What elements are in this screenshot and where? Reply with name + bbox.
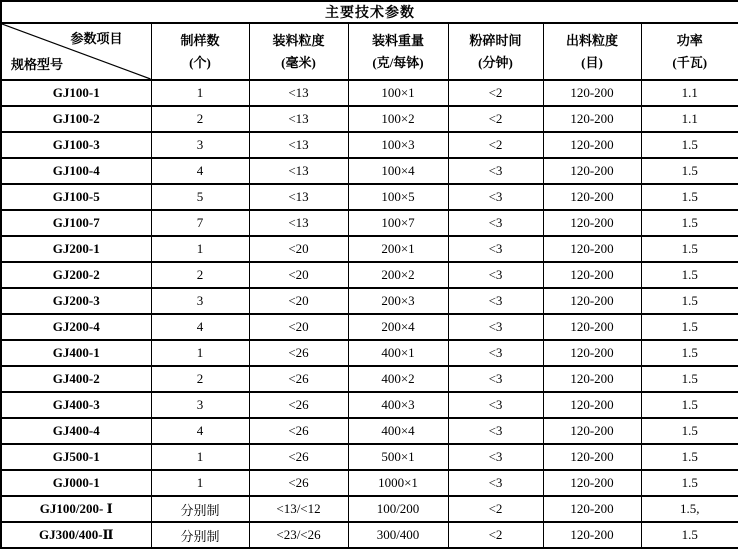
model-cell: GJ400-4 [1,418,151,444]
column-header-unit: (毫米) [281,55,316,70]
value-cell: <3 [448,444,543,470]
table-row [1,288,738,314]
value-cell: 2 [151,366,249,392]
column-header-title: 装料粒度 [272,33,325,48]
value-cell: 1.1 [641,80,738,106]
value-cell: <13 [249,132,348,158]
value-cell: 100×2 [348,106,448,132]
table-row [1,314,738,340]
table-row [1,262,738,288]
corner-label-parameter: 参数项目 [70,31,123,46]
value-cell: 1.1 [641,106,738,132]
value-cell: 4 [151,418,249,444]
value-cell: 1.5 [641,340,738,366]
value-cell: <13 [249,210,348,236]
column-header-feed-size [249,23,348,80]
value-cell: <13 [249,80,348,106]
column-header-title: 装料重量 [371,33,424,48]
value-cell: 1.5 [641,288,738,314]
value-cell: <3 [448,418,543,444]
value-cell: <26 [249,418,348,444]
value-cell: <26 [249,444,348,470]
value-cell: 100×3 [348,132,448,158]
column-header-unit: (个) [189,55,211,70]
column-header-crush-time [448,23,543,80]
value-cell: <13 [249,184,348,210]
column-header-title: 粉碎时间 [469,33,522,48]
value-cell: 100×7 [348,210,448,236]
value-cell: <3 [448,158,543,184]
value-cell: <20 [249,288,348,314]
value-cell: 100×4 [348,158,448,184]
value-cell: 120-200 [543,106,641,132]
model-cell: GJ100-7 [1,210,151,236]
model-cell: GJ100-2 [1,106,151,132]
value-cell: 400×1 [348,340,448,366]
column-header-power [641,23,738,80]
table-row [1,132,738,158]
value-cell: 1000×1 [348,470,448,496]
model-cell: GJ100/200- Ⅰ [1,496,151,522]
value-cell: 1 [151,236,249,262]
value-cell: 1.5 [641,210,738,236]
value-cell: 1 [151,80,249,106]
value-cell: 200×4 [348,314,448,340]
value-cell: 1.5 [641,314,738,340]
value-cell: <3 [448,236,543,262]
table-body [1,80,738,548]
table-row [1,158,738,184]
value-cell: 3 [151,392,249,418]
table-row [1,418,738,444]
table-row [1,106,738,132]
value-cell: <2 [448,80,543,106]
value-cell: 1.5 [641,262,738,288]
value-cell: 300/400 [348,522,448,548]
value-cell: 120-200 [543,418,641,444]
value-cell: 120-200 [543,470,641,496]
value-cell: <20 [249,314,348,340]
value-cell: <2 [448,522,543,548]
value-cell: 120-200 [543,80,641,106]
model-cell: GJ100-3 [1,132,151,158]
corner-header-cell [1,23,151,80]
value-cell: 120-200 [543,444,641,470]
table-row [1,210,738,236]
column-header-unit: (分钟) [478,55,513,70]
value-cell: 120-200 [543,496,641,522]
table-row [1,80,738,106]
value-cell: 120-200 [543,288,641,314]
value-cell: <2 [448,132,543,158]
value-cell: 120-200 [543,392,641,418]
value-cell: 2 [151,106,249,132]
value-cell: 1 [151,340,249,366]
value-cell: 1.5 [641,132,738,158]
header-row [1,23,738,80]
model-cell: GJ200-1 [1,236,151,262]
value-cell: <3 [448,210,543,236]
table-row [1,522,738,548]
value-cell: <20 [249,236,348,262]
value-cell: <3 [448,340,543,366]
model-cell: GJ400-3 [1,392,151,418]
value-cell: <23/<26 [249,522,348,548]
table-row [1,366,738,392]
column-header-unit: (千瓦) [672,55,708,70]
model-cell: GJ100-1 [1,80,151,106]
table-row [1,340,738,366]
table-row [1,444,738,470]
column-header-title: 出料粒度 [565,33,618,48]
column-header-title: 功率 [676,33,703,48]
table-row [1,236,738,262]
table-row [1,184,738,210]
model-cell: GJ400-1 [1,340,151,366]
value-cell: <3 [448,366,543,392]
value-cell: 5 [151,184,249,210]
value-cell: 400×2 [348,366,448,392]
model-cell: GJ400-2 [1,366,151,392]
value-cell: <13 [249,106,348,132]
value-cell: <3 [448,470,543,496]
table-row [1,496,738,522]
value-cell: <26 [249,470,348,496]
value-cell: 200×2 [348,262,448,288]
value-cell: 1.5 [641,236,738,262]
value-cell: <3 [448,392,543,418]
model-cell: GJ300/400-Ⅱ [1,522,151,548]
value-cell: 1.5 [641,522,738,548]
model-cell: GJ200-2 [1,262,151,288]
value-cell: 1.5, [641,496,738,522]
value-cell: 500×1 [348,444,448,470]
model-cell: GJ100-4 [1,158,151,184]
value-cell: 1 [151,470,249,496]
value-cell: 120-200 [543,262,641,288]
value-cell: <2 [448,496,543,522]
value-cell: 100/200 [348,496,448,522]
value-cell: 4 [151,314,249,340]
value-cell: 3 [151,132,249,158]
value-cell: 分别制 [151,522,249,548]
value-cell: 1.5 [641,366,738,392]
value-cell: 1.5 [641,392,738,418]
value-cell: 200×1 [348,236,448,262]
value-cell: 120-200 [543,366,641,392]
value-cell: <26 [249,340,348,366]
value-cell: 1.5 [641,158,738,184]
model-cell: GJ200-4 [1,314,151,340]
value-cell: 1.5 [641,418,738,444]
value-cell: 7 [151,210,249,236]
value-cell: <26 [249,392,348,418]
value-cell: <13 [249,158,348,184]
value-cell: 1.5 [641,184,738,210]
value-cell: 1.5 [641,444,738,470]
value-cell: 120-200 [543,314,641,340]
title-row [1,1,738,23]
model-cell: GJ500-1 [1,444,151,470]
value-cell: <3 [448,288,543,314]
table-row [1,392,738,418]
value-cell: 120-200 [543,158,641,184]
value-cell: <20 [249,262,348,288]
column-header-unit: (目) [581,55,603,70]
value-cell: <13/<12 [249,496,348,522]
column-header-unit: (克/每钵) [372,55,424,70]
value-cell: 1 [151,444,249,470]
model-cell: GJ000-1 [1,470,151,496]
value-cell: 100×5 [348,184,448,210]
column-header-sample-count [151,23,249,80]
corner-label-model: 规格型号 [11,57,64,72]
value-cell: 100×1 [348,80,448,106]
table-title: 主要技术参数 [1,1,738,23]
value-cell: 400×4 [348,418,448,444]
value-cell: 4 [151,158,249,184]
model-cell: GJ100-5 [1,184,151,210]
value-cell: 2 [151,262,249,288]
value-cell: 分别制 [151,496,249,522]
value-cell: 120-200 [543,340,641,366]
value-cell: 3 [151,288,249,314]
value-cell: 120-200 [543,184,641,210]
value-cell: <3 [448,184,543,210]
value-cell: 120-200 [543,522,641,548]
value-cell: 120-200 [543,236,641,262]
column-header-title: 制样数 [180,33,220,48]
value-cell: <3 [448,262,543,288]
value-cell: 400×3 [348,392,448,418]
model-cell: GJ200-3 [1,288,151,314]
value-cell: 120-200 [543,132,641,158]
value-cell: <3 [448,314,543,340]
value-cell: <26 [249,366,348,392]
value-cell: 200×3 [348,288,448,314]
column-header-feed-weight [348,23,448,80]
value-cell: <2 [448,106,543,132]
table-row [1,470,738,496]
value-cell: 120-200 [543,210,641,236]
column-header-output-size [543,23,641,80]
value-cell: 1.5 [641,470,738,496]
